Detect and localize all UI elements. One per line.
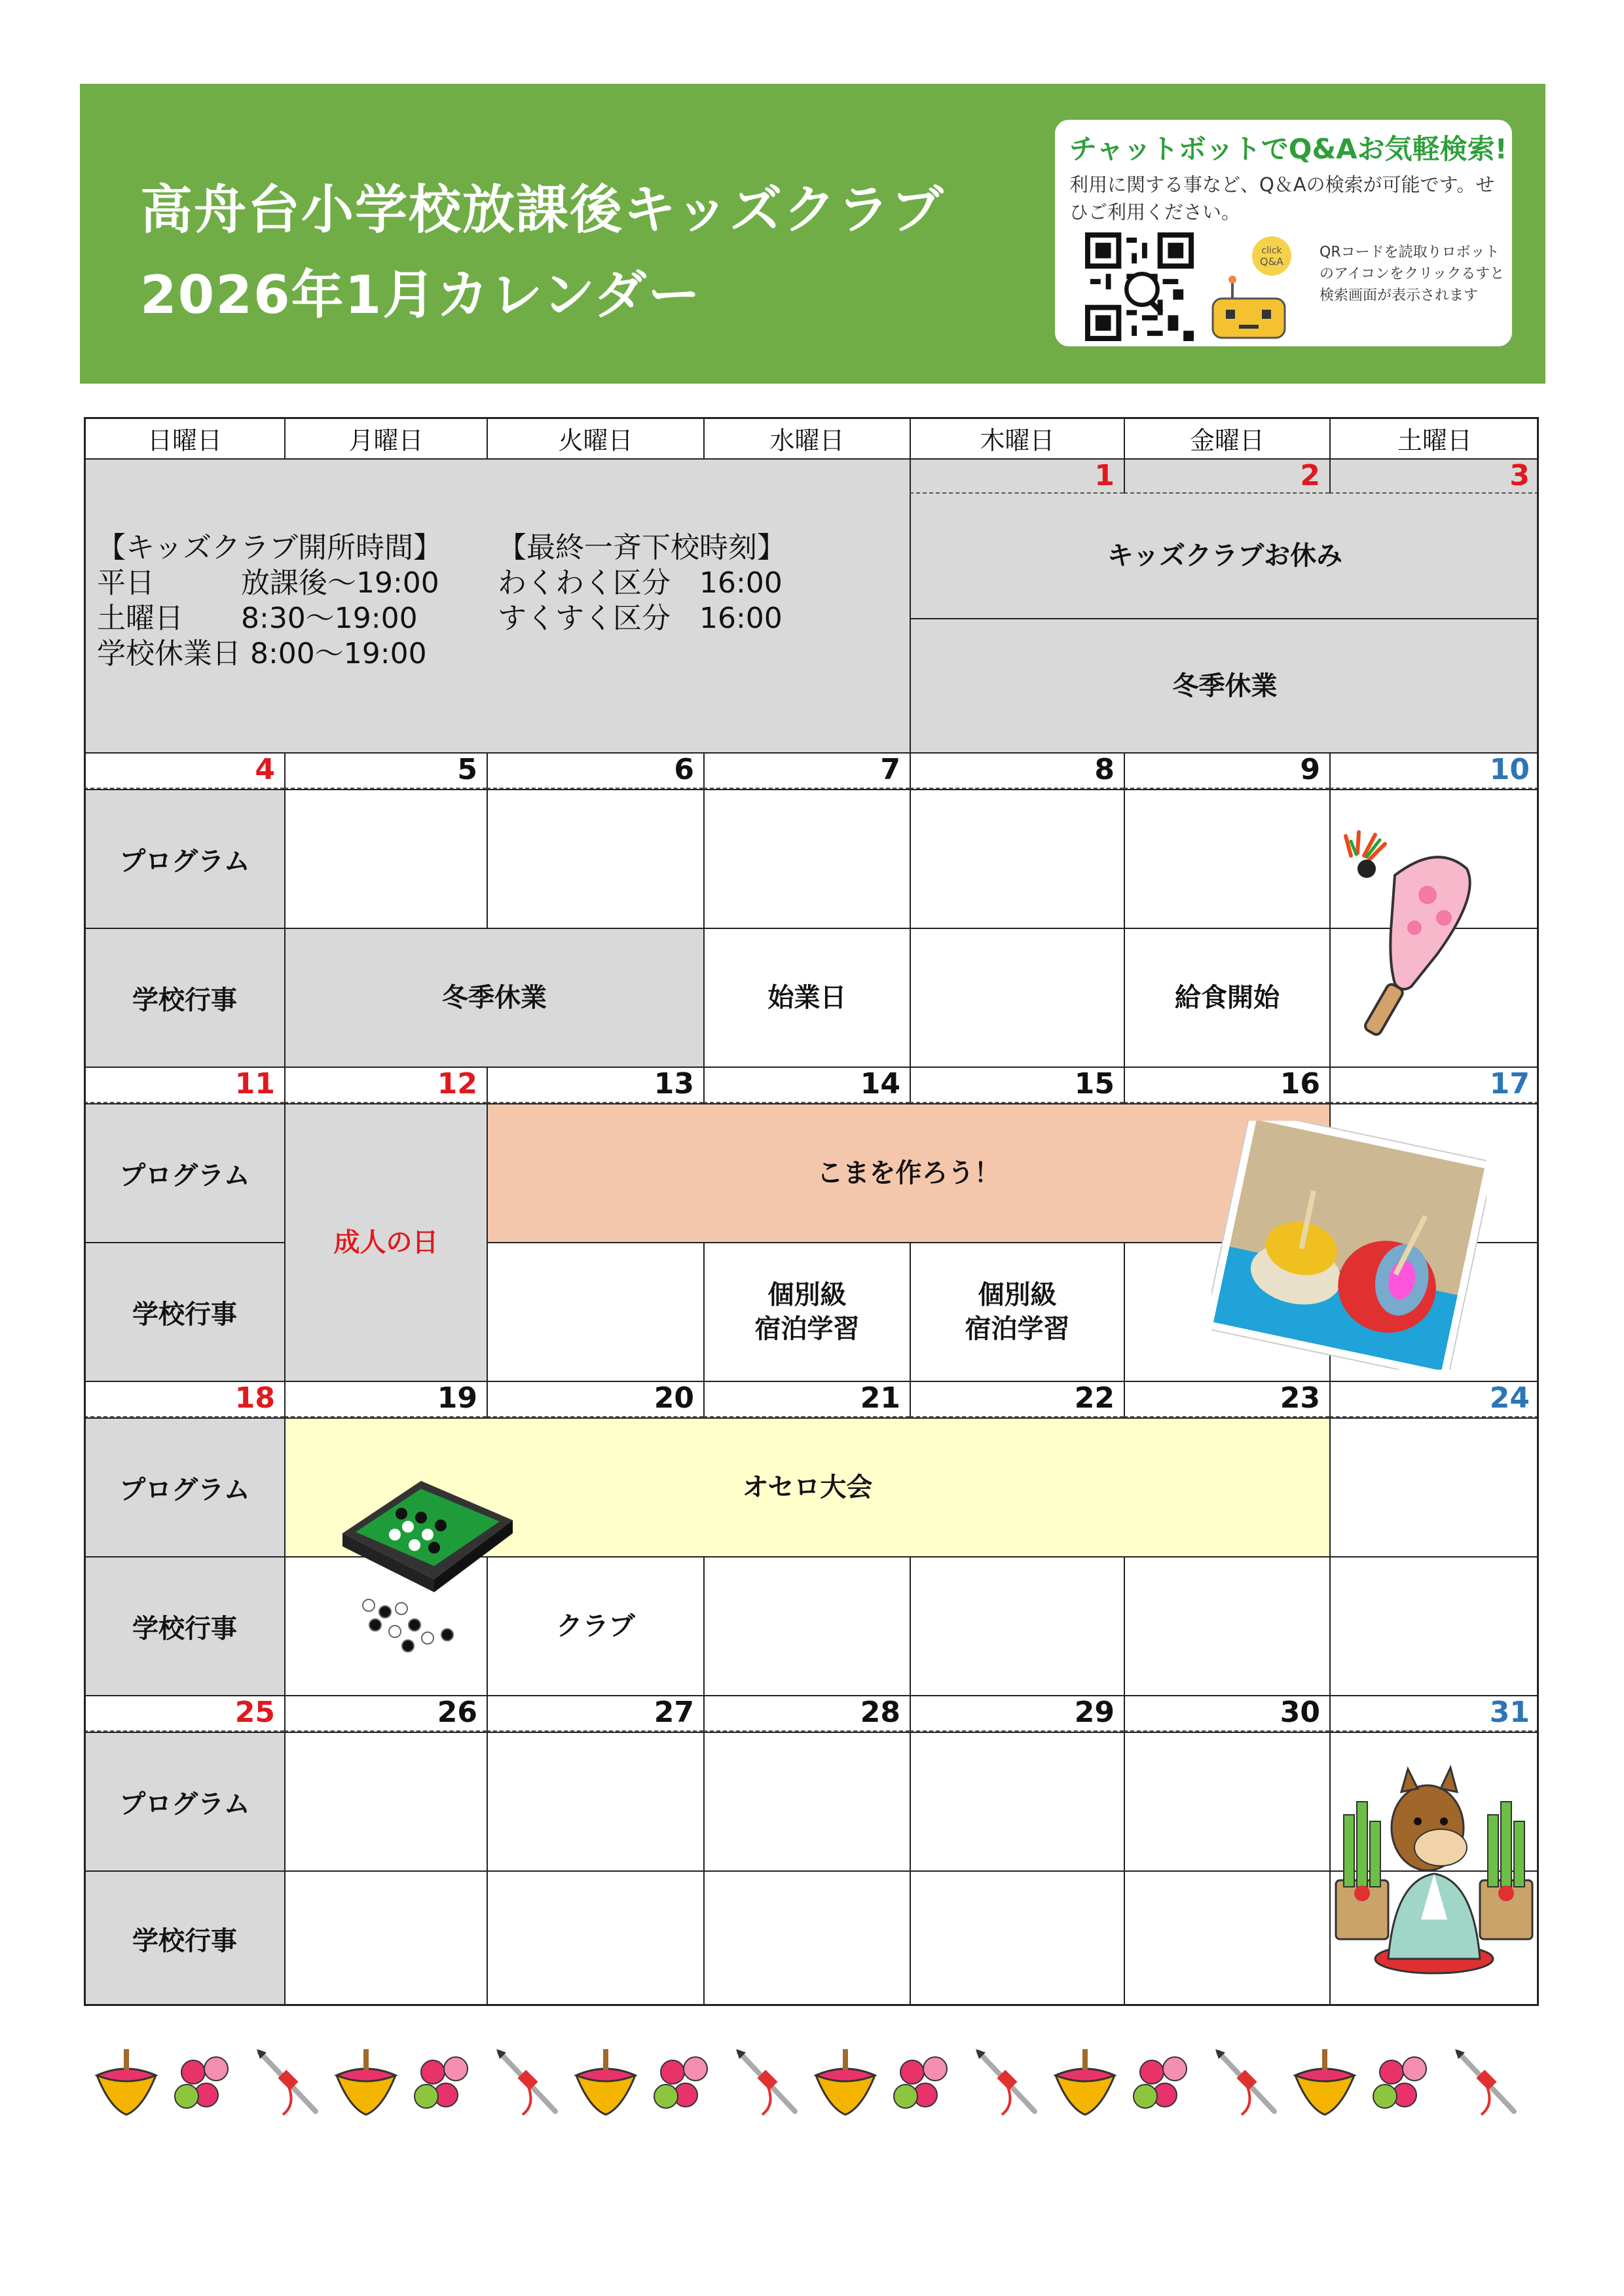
weekday-thu: 木曜日 (910, 417, 1124, 458)
day-number: 31 (1329, 1695, 1539, 1732)
hours-holiday: 学校休業日 8:00～19:00 (97, 637, 427, 670)
koma-deco-icon (337, 2049, 396, 2115)
plum-deco-icon (654, 2057, 707, 2108)
day-number: 15 (910, 1066, 1124, 1103)
plum-deco-icon (1373, 2057, 1426, 2108)
day-number: 16 (1124, 1066, 1329, 1103)
day-number: 7 (703, 752, 910, 789)
school-cell (703, 1556, 910, 1695)
day-number: 9 (1124, 752, 1329, 789)
day-number: 30 (1124, 1695, 1329, 1732)
day-number: 13 (487, 1066, 703, 1103)
event-lunch-start: 給食開始 (1124, 928, 1329, 1066)
event-koma: こまを作ろう！ (487, 1103, 1329, 1242)
event-special-stay: 個別級 宿泊学習 (910, 1242, 1124, 1381)
row-label-school: 学校行事 (84, 1242, 284, 1381)
page-subtitle: 2026年1月カレンダー (140, 264, 702, 325)
school-cell (1329, 1556, 1539, 1695)
day-number: 29 (910, 1695, 1124, 1732)
row-label-school: 学校行事 (84, 928, 284, 1066)
day-number: 2 (1124, 458, 1329, 494)
event-coming-of-age-day: 成人の日 (284, 1103, 487, 1381)
new-year-deco-border (84, 2043, 1539, 2121)
day-number: 26 (284, 1695, 487, 1732)
program-cell (1124, 789, 1329, 928)
row-label-school: 学校行事 (84, 1870, 284, 2006)
school-cell (284, 1870, 487, 2006)
day-number: 21 (703, 1381, 910, 1417)
weekday-sun: 日曜日 (84, 417, 284, 458)
koma-deco-icon (1056, 2049, 1115, 2115)
row-label-program: プログラム (84, 1732, 284, 1870)
dismissal-suku: すくすく区分 16:00 (498, 602, 783, 635)
program-cell (487, 1732, 703, 1870)
dismissal-title: 【最終一斉下校時刻】 (498, 531, 786, 564)
chatbot-description: 利用に関する事など、Q＆Aの検索が可能です。せひご利用ください。 (1069, 173, 1495, 223)
weekday-sat: 土曜日 (1329, 417, 1539, 458)
program-cell (284, 789, 487, 928)
day-number: 27 (487, 1695, 703, 1732)
day-number: 20 (487, 1381, 703, 1417)
day-number: 10 (1329, 752, 1539, 789)
page-title: 高舟台小学校放課後キッズクラブ (140, 179, 945, 240)
row-label-program: プログラム (84, 1103, 284, 1242)
program-cell (703, 1732, 910, 1870)
plum-deco-icon (415, 2057, 468, 2108)
day-number: 24 (1329, 1381, 1539, 1417)
day-number: 5 (284, 752, 487, 789)
svg-text:click: click (1261, 246, 1282, 256)
program-cell (910, 1732, 1124, 1870)
hamaya-deco-icon (976, 2049, 1035, 2115)
day-number: 19 (284, 1381, 487, 1417)
day-number: 3 (1329, 458, 1539, 494)
day-number: 14 (703, 1066, 910, 1103)
row-label-program: プログラム (84, 789, 284, 928)
calendar-grid (84, 417, 1539, 2006)
day-number: 6 (487, 752, 703, 789)
program-cell (1329, 1417, 1539, 1556)
robot-icon[interactable] (1209, 236, 1308, 341)
school-cell (910, 1870, 1124, 2006)
plum-deco-icon (894, 2057, 947, 2108)
event-club: クラブ (487, 1556, 703, 1695)
program-cell (910, 789, 1124, 928)
school-cell (910, 1556, 1124, 1695)
hamaya-deco-icon (1215, 2049, 1274, 2115)
chatbot-box[interactable] (1052, 117, 1515, 350)
info-block (84, 458, 910, 752)
event-winter-break-2: 冬季休業 (284, 928, 703, 1066)
hamaya-deco-icon (1455, 2049, 1514, 2115)
day-number: 1 (910, 458, 1124, 494)
day-number: 23 (1124, 1381, 1329, 1417)
weekday-mon: 月曜日 (284, 417, 487, 458)
school-cell (1124, 1870, 1329, 2006)
school-cell (910, 928, 1124, 1066)
day-number: 4 (84, 752, 284, 789)
row-label-program: プログラム (84, 1417, 284, 1556)
hours-title: 【キッズクラブ開所時間】 (97, 531, 443, 564)
day-number: 11 (84, 1066, 284, 1103)
program-cell (487, 789, 703, 928)
event-othello: オセロ大会 (284, 1417, 1329, 1556)
day-number: 8 (910, 752, 1124, 789)
school-cell (487, 1242, 703, 1381)
day-number: 28 (703, 1695, 910, 1732)
hamaya-deco-icon (257, 2049, 316, 2115)
koma-deco-icon (816, 2049, 875, 2115)
plum-deco-icon (175, 2057, 228, 2108)
koma-photo (1211, 1121, 1486, 1370)
program-cell (1124, 1732, 1329, 1870)
event-term-start: 始業日 (703, 928, 910, 1066)
weekday-fri: 金曜日 (1124, 417, 1329, 458)
koma-deco-icon (576, 2049, 635, 2115)
school-cell (487, 1870, 703, 2006)
day-number: 12 (284, 1066, 487, 1103)
hamaya-deco-icon (496, 2049, 555, 2115)
chatbot-heading: チャットボットでQ&Aお気軽検索! (1069, 133, 1507, 165)
event-winter-break: 冬季休業 (910, 618, 1539, 752)
school-cell (703, 1870, 910, 2006)
weekday-tue: 火曜日 (487, 417, 703, 458)
hours-saturday: 土曜日 8:30～19:00 (97, 602, 418, 635)
header-banner (80, 84, 1545, 384)
svg-text:Q&A: Q&A (1259, 255, 1284, 268)
day-number: 18 (84, 1381, 284, 1417)
hagoita-icon (1339, 829, 1490, 1046)
event-kids-closed: キッズクラブお休み (910, 494, 1539, 618)
chatbot-note: QRコードを読取りロボットのアイコンをクリックるすと検索画面が表示されます (1320, 244, 1505, 304)
hamaya-deco-icon (736, 2049, 795, 2115)
program-cell (703, 789, 910, 928)
row-label-school: 学校行事 (84, 1556, 284, 1695)
othello-board-icon (329, 1474, 526, 1654)
program-cell (284, 1732, 487, 1870)
dismissal-waku: わくわく区分 16:00 (498, 566, 783, 600)
event-special-stay: 個別級 宿泊学習 (703, 1242, 910, 1381)
plum-deco-icon (1134, 2057, 1187, 2108)
day-number: 22 (910, 1381, 1124, 1417)
qr-code-icon[interactable] (1085, 232, 1194, 341)
day-number: 25 (84, 1695, 284, 1732)
weekday-wed: 水曜日 (703, 417, 910, 458)
horse-new-year-icon (1329, 1762, 1539, 1978)
school-cell (1124, 1556, 1329, 1695)
koma-deco-icon (97, 2049, 156, 2115)
koma-deco-icon (1295, 2049, 1354, 2115)
day-number: 17 (1329, 1066, 1539, 1103)
hours-weekday: 平日 放課後～19:00 (97, 566, 439, 600)
